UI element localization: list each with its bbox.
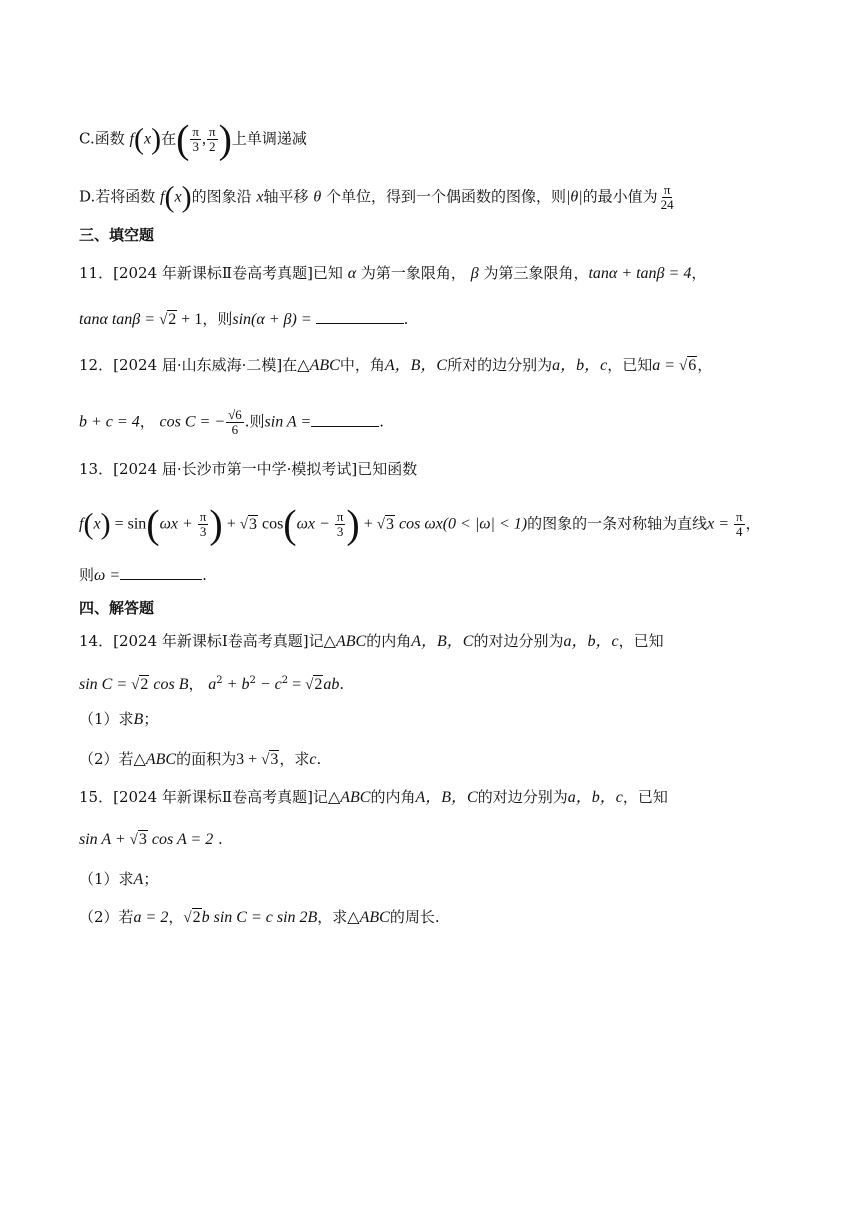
- fraction-pi-24: $\frac{\pi}{24}$: [660, 182, 674, 212]
- fraction-pi-2: $\frac{\pi}{2}$: [208, 124, 216, 154]
- question-14-part1: （1）求B；: [79, 710, 159, 728]
- question-15: 15．[2024 年新课标Ⅱ卷高考真题]记△ABC的内角A，B，C的对边分别为a，b，c，已知: [79, 788, 668, 806]
- question-11: 11．[2024 年新课标Ⅱ卷高考真题]已知 α 为第一象限角， β 为第三象限角，tanα + tanβ = 4，: [79, 264, 707, 282]
- option-c-tail: 上单调递减: [231, 129, 307, 148]
- option-c-in: 在: [161, 129, 177, 148]
- option-d: D.若将函数 f(x)的图象沿 x轴平移 θ 个单位，得到一个偶函数的图像，则|θ|的最小值为 $\frac{\pi}{24}$: [79, 180, 674, 214]
- question-12: 12．[2024 届·山东威海·二模]在△ABC中，角A，B，C所对的边分别为a，b，c，已知a = √6，: [79, 356, 713, 374]
- section-heading-fill-in: 三、填空题: [79, 226, 155, 244]
- question-15-part1: （1）求A；: [79, 870, 159, 888]
- question-15-part2: （2）若a = 2，√2b sin C = c sin 2B，求△ABC的周长.: [79, 908, 440, 926]
- question-12-line2: b + c = 4， cos C = − $\frac{√6}{6}$ .则sin A = .: [79, 407, 384, 437]
- question-13-line2: f(x) = sin(ωx + $\frac{\pi}{3}$ ) + √3 cos(ωx − $\frac{\pi}{3}$ ) + √3 cos ωx(0 < |ω| < 1)的图象的一条对称轴为直线x = $\frac{\pi}{4}$ ，: [79, 501, 761, 547]
- section-heading-answer: 四、解答题: [79, 599, 155, 617]
- answer-blank[interactable]: [316, 309, 404, 324]
- question-13-line3: 则ω = .: [79, 566, 207, 584]
- question-14: 14．[2024 年新课标Ⅰ卷高考真题]记△ABC的内角A，B，C的对边分别为a，b，c，已知: [79, 632, 664, 650]
- option-c: C.函数 f(x)在( $\frac{\pi}{3}$ , $\frac{\pi}{2}$ )上单调递减: [79, 116, 307, 162]
- math-f: f: [129, 130, 134, 148]
- answer-blank[interactable]: [311, 412, 379, 427]
- question-13: 13．[2024 届·长沙市第一中学·模拟考试]已知函数: [79, 460, 418, 478]
- math-x: x: [143, 130, 152, 148]
- answer-blank[interactable]: [120, 565, 202, 580]
- question-14-part2: （2）若△ABC的面积为3 + √3，求c.: [79, 750, 322, 768]
- question-14-line2: sin C = √2 cos B， $a^2 + b^2 - c^2 = √2ab$.: [79, 675, 345, 693]
- fraction-sqrt6-6: $\frac{√6}{6}$: [228, 407, 242, 437]
- question-11-line2: tanα tanβ = √2 + 1，则sin(α + β) = .: [79, 310, 409, 328]
- option-c-label: C.函数: [79, 129, 125, 148]
- fraction-pi-3: $\frac{\pi}{3}$: [192, 124, 199, 154]
- option-d-label: D.若将函数: [79, 187, 156, 206]
- question-15-line2: sin A + √3 cos A = 2 .: [79, 830, 223, 848]
